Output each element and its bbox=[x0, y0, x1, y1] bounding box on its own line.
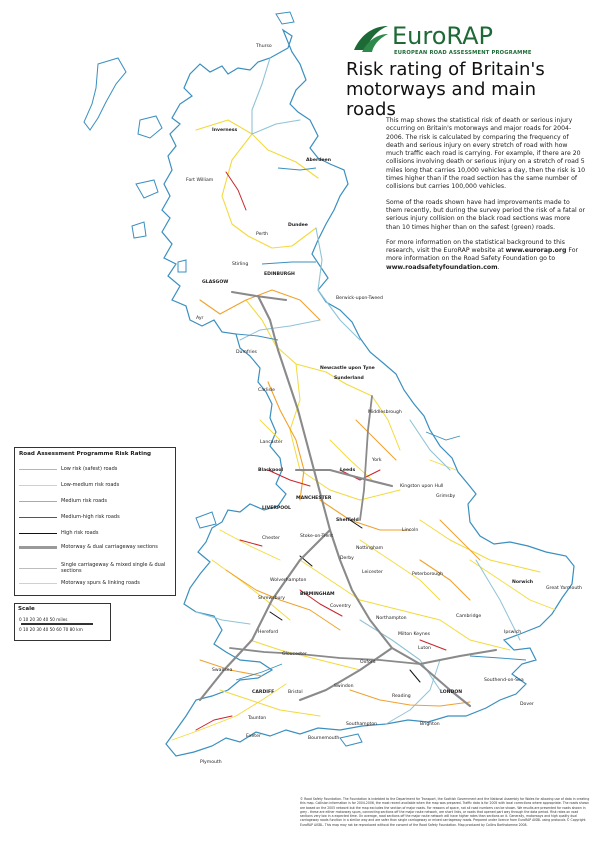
roadsafety-website-link[interactable]: www.roadsafetyfoundation.com bbox=[386, 263, 498, 271]
place-label: BIRMINGHAM bbox=[300, 592, 335, 597]
place-label: Bristol bbox=[288, 690, 303, 695]
legend-swatch bbox=[19, 517, 57, 518]
place-label: Dumfries bbox=[236, 350, 257, 355]
legend-label: Motorway & dual carriageway sections bbox=[61, 544, 158, 550]
place-label: Lancaster bbox=[260, 440, 283, 445]
place-label: Gloucester bbox=[282, 652, 307, 657]
place-label: Great Yarmouth bbox=[546, 586, 582, 591]
place-label: Ipswich bbox=[504, 630, 522, 635]
place-label: CARDIFF bbox=[252, 690, 275, 695]
legend-label: Single carriageway & mixed single & dual sections bbox=[61, 562, 166, 574]
eurorap-swoosh-icon bbox=[352, 22, 390, 56]
place-label: Newcastle upon Tyne bbox=[320, 366, 375, 371]
place-label: Aberdeen bbox=[306, 158, 332, 163]
place-label: Dundee bbox=[288, 223, 308, 228]
place-label: Exeter bbox=[246, 734, 261, 739]
scale-km: 0 10 20 30 40 50 60 70 80 km bbox=[19, 627, 83, 632]
legend-swatch bbox=[19, 546, 57, 549]
islay-island bbox=[132, 222, 146, 238]
place-label: Carlisle bbox=[258, 388, 275, 393]
place-label: MANCHESTER bbox=[296, 496, 332, 501]
legend-item bbox=[19, 530, 171, 536]
place-label: Bournemouth bbox=[308, 736, 340, 741]
place-label: Swansea bbox=[212, 668, 233, 673]
place-label: Wolverhampton bbox=[270, 578, 307, 583]
anglesey-island bbox=[196, 512, 216, 528]
place-label: Thurso bbox=[256, 44, 272, 49]
legend-swatch bbox=[19, 583, 57, 584]
place-label: Coventry bbox=[330, 604, 351, 609]
place-label: LIVERPOOL bbox=[262, 506, 291, 511]
place-label: Middlesbrough bbox=[368, 410, 402, 415]
place-label: Norwich bbox=[512, 580, 534, 585]
place-label: Luton bbox=[418, 646, 431, 651]
place-label: LONDON bbox=[440, 690, 463, 695]
place-label: Sheffield bbox=[336, 518, 359, 523]
place-label: Ayr bbox=[196, 316, 204, 321]
place-label: Leeds bbox=[340, 468, 356, 473]
orkney-islands bbox=[276, 12, 294, 24]
legend-swatch bbox=[19, 501, 57, 502]
place-label: GLASGOW bbox=[202, 280, 229, 285]
place-label: York bbox=[372, 458, 382, 463]
place-label: Swindon bbox=[334, 684, 354, 689]
place-label: Southend-on-Sea bbox=[484, 678, 524, 683]
scale-title: Scale bbox=[18, 606, 35, 612]
legend-swatch bbox=[19, 469, 57, 470]
skye-island bbox=[138, 116, 162, 138]
place-label: Oxford bbox=[360, 660, 376, 665]
place-label: Hereford bbox=[258, 630, 279, 635]
credits-text: © Road Safety Foundation. The Foundation is indebted to the Department for Transport, the Scottish Government and the National Assembly for Wales for allowing use of data in creating this map. Collision information is for 2004-2006, the most recent available when the map was prepared. Traffic data is for 2005 with local corrections where appropriate. The roads shown are based on the 2005 network but the map excludes the section of major roads. For reasons of space, not all road numbers can be shown. We results are presented for roads shown in grey - these are either motorway spurs, connecting sections off the major route network, are short links, or roads that opened part way through the data period. Risk rates on road sections very low in a expected time. On average, road sections off the major route network will have higher rates than sections on it. Generally, motorways and high quality dual carriageway roads function in a similar way and are safer than single carriageway or mixed carriageway roads. Prepared under licence from EuroRAP AISBL using protocols © Copyright EuroRAP AISBL. This map may not be reproduced without the consent of the Road Safety Foundation. Map produced by Collins Bartholomew 2008. bbox=[300, 797, 590, 827]
description-paragraph: Some of the roads shown have had improvements made to them recently, but during the survey period the risk of a fatal or serious injury collision on the black road sections was more than 10 times higher than on the safest (green) roads. bbox=[386, 198, 586, 231]
place-label: Chester bbox=[262, 536, 280, 541]
place-label: Cambridge bbox=[456, 614, 482, 619]
place-label: Kingston upon Hull bbox=[400, 484, 444, 489]
place-label: Reading bbox=[392, 694, 411, 699]
place-label: Northampton bbox=[376, 616, 407, 621]
place-label: Perth bbox=[256, 232, 269, 237]
description-paragraph: This map shows the statistical risk of death or serious injury occurring on Britain's motorways and major roads for 2004-2006. The risk is calculated by comparing the frequency of death and serious injury on every stretch of road with how much traffic each road is carrying. For example, if there are 20 collisions involving death or serious injury on a stretch of road 5 miles long that carries 10,000 vehicles a day, then the risk is 10 times higher than if the road section has the same number of collisions but carries 100,000 vehicles. bbox=[386, 117, 586, 191]
place-label: Taunton bbox=[248, 716, 267, 721]
legend-item bbox=[19, 514, 171, 520]
place-label: Brighton bbox=[420, 722, 440, 727]
legend-label: Medium-high risk roads bbox=[61, 514, 120, 520]
place-label: Shrewsbury bbox=[258, 596, 286, 601]
logo-subtitle: EUROPEAN ROAD ASSESSMENT PROGRAMME bbox=[394, 50, 532, 56]
place-label: Dover bbox=[520, 702, 534, 707]
legend-swatch bbox=[19, 485, 57, 486]
place-label: Nottingham bbox=[356, 546, 384, 551]
place-label: Inverness bbox=[212, 128, 238, 133]
page-title: Risk rating of Britain's motorways and main roads bbox=[346, 59, 545, 120]
eurorap-website-link[interactable]: www.eurorap.org bbox=[505, 247, 567, 255]
legend-item bbox=[19, 498, 171, 504]
place-label: Grimsby bbox=[436, 494, 456, 499]
place-label: Stirling bbox=[232, 262, 249, 267]
legend-label: Low-medium risk roads bbox=[61, 482, 120, 488]
legend-swatch bbox=[19, 533, 57, 534]
place-label: Stoke-on-Trent bbox=[300, 534, 334, 539]
legend-item bbox=[19, 482, 171, 488]
scale-bar bbox=[21, 623, 93, 625]
place-label: Sunderland bbox=[334, 376, 364, 381]
legend-item bbox=[19, 544, 171, 550]
place-label: Milton Keynes bbox=[398, 632, 430, 637]
place-label: Southampton bbox=[346, 722, 378, 727]
place-label: Peterborough bbox=[412, 572, 444, 577]
description-text: . bbox=[497, 263, 500, 271]
legend-label: High risk roads bbox=[61, 530, 99, 536]
place-label: Berwick-upon-Tweed bbox=[336, 296, 383, 301]
description-text: For more information on the statistical background to this research, visit the EuroRAP website at bbox=[386, 238, 565, 255]
place-label: Lincoln bbox=[402, 528, 419, 533]
legend-label: Motorway spurs & linking roads bbox=[61, 580, 140, 586]
description-paragraph bbox=[386, 239, 586, 272]
place-label: Fort William bbox=[186, 178, 214, 183]
risk-rating-legend bbox=[14, 447, 176, 596]
isle-of-wight bbox=[340, 734, 362, 746]
mull-island bbox=[136, 180, 158, 198]
legend-swatch bbox=[19, 568, 57, 569]
outer-hebrides bbox=[84, 58, 126, 130]
place-label: Plymouth bbox=[200, 760, 222, 765]
scale-miles: 0 10 20 30 40 50 miles bbox=[19, 617, 68, 622]
place-label: Blackpool bbox=[258, 468, 284, 473]
description-text: For more information on the Road Safety Foundation go to bbox=[386, 247, 579, 263]
description bbox=[386, 117, 586, 279]
scale-box bbox=[14, 603, 111, 641]
arran-island bbox=[178, 260, 186, 272]
logo-wordmark: EuroRAP bbox=[392, 22, 493, 50]
place-label: Derby bbox=[340, 556, 354, 561]
place-label: EDINBURGH bbox=[264, 272, 295, 277]
legend-title: Road Assessment Programme Risk Rating bbox=[19, 451, 152, 457]
legend-item bbox=[19, 562, 171, 574]
eurorap-logo bbox=[352, 22, 592, 62]
place-label: Leicester bbox=[362, 570, 383, 575]
legend-label: Low risk (safest) roads bbox=[61, 466, 118, 472]
legend-item bbox=[19, 580, 171, 586]
legend-item bbox=[19, 466, 171, 472]
legend-label: Medium risk roads bbox=[61, 498, 107, 504]
